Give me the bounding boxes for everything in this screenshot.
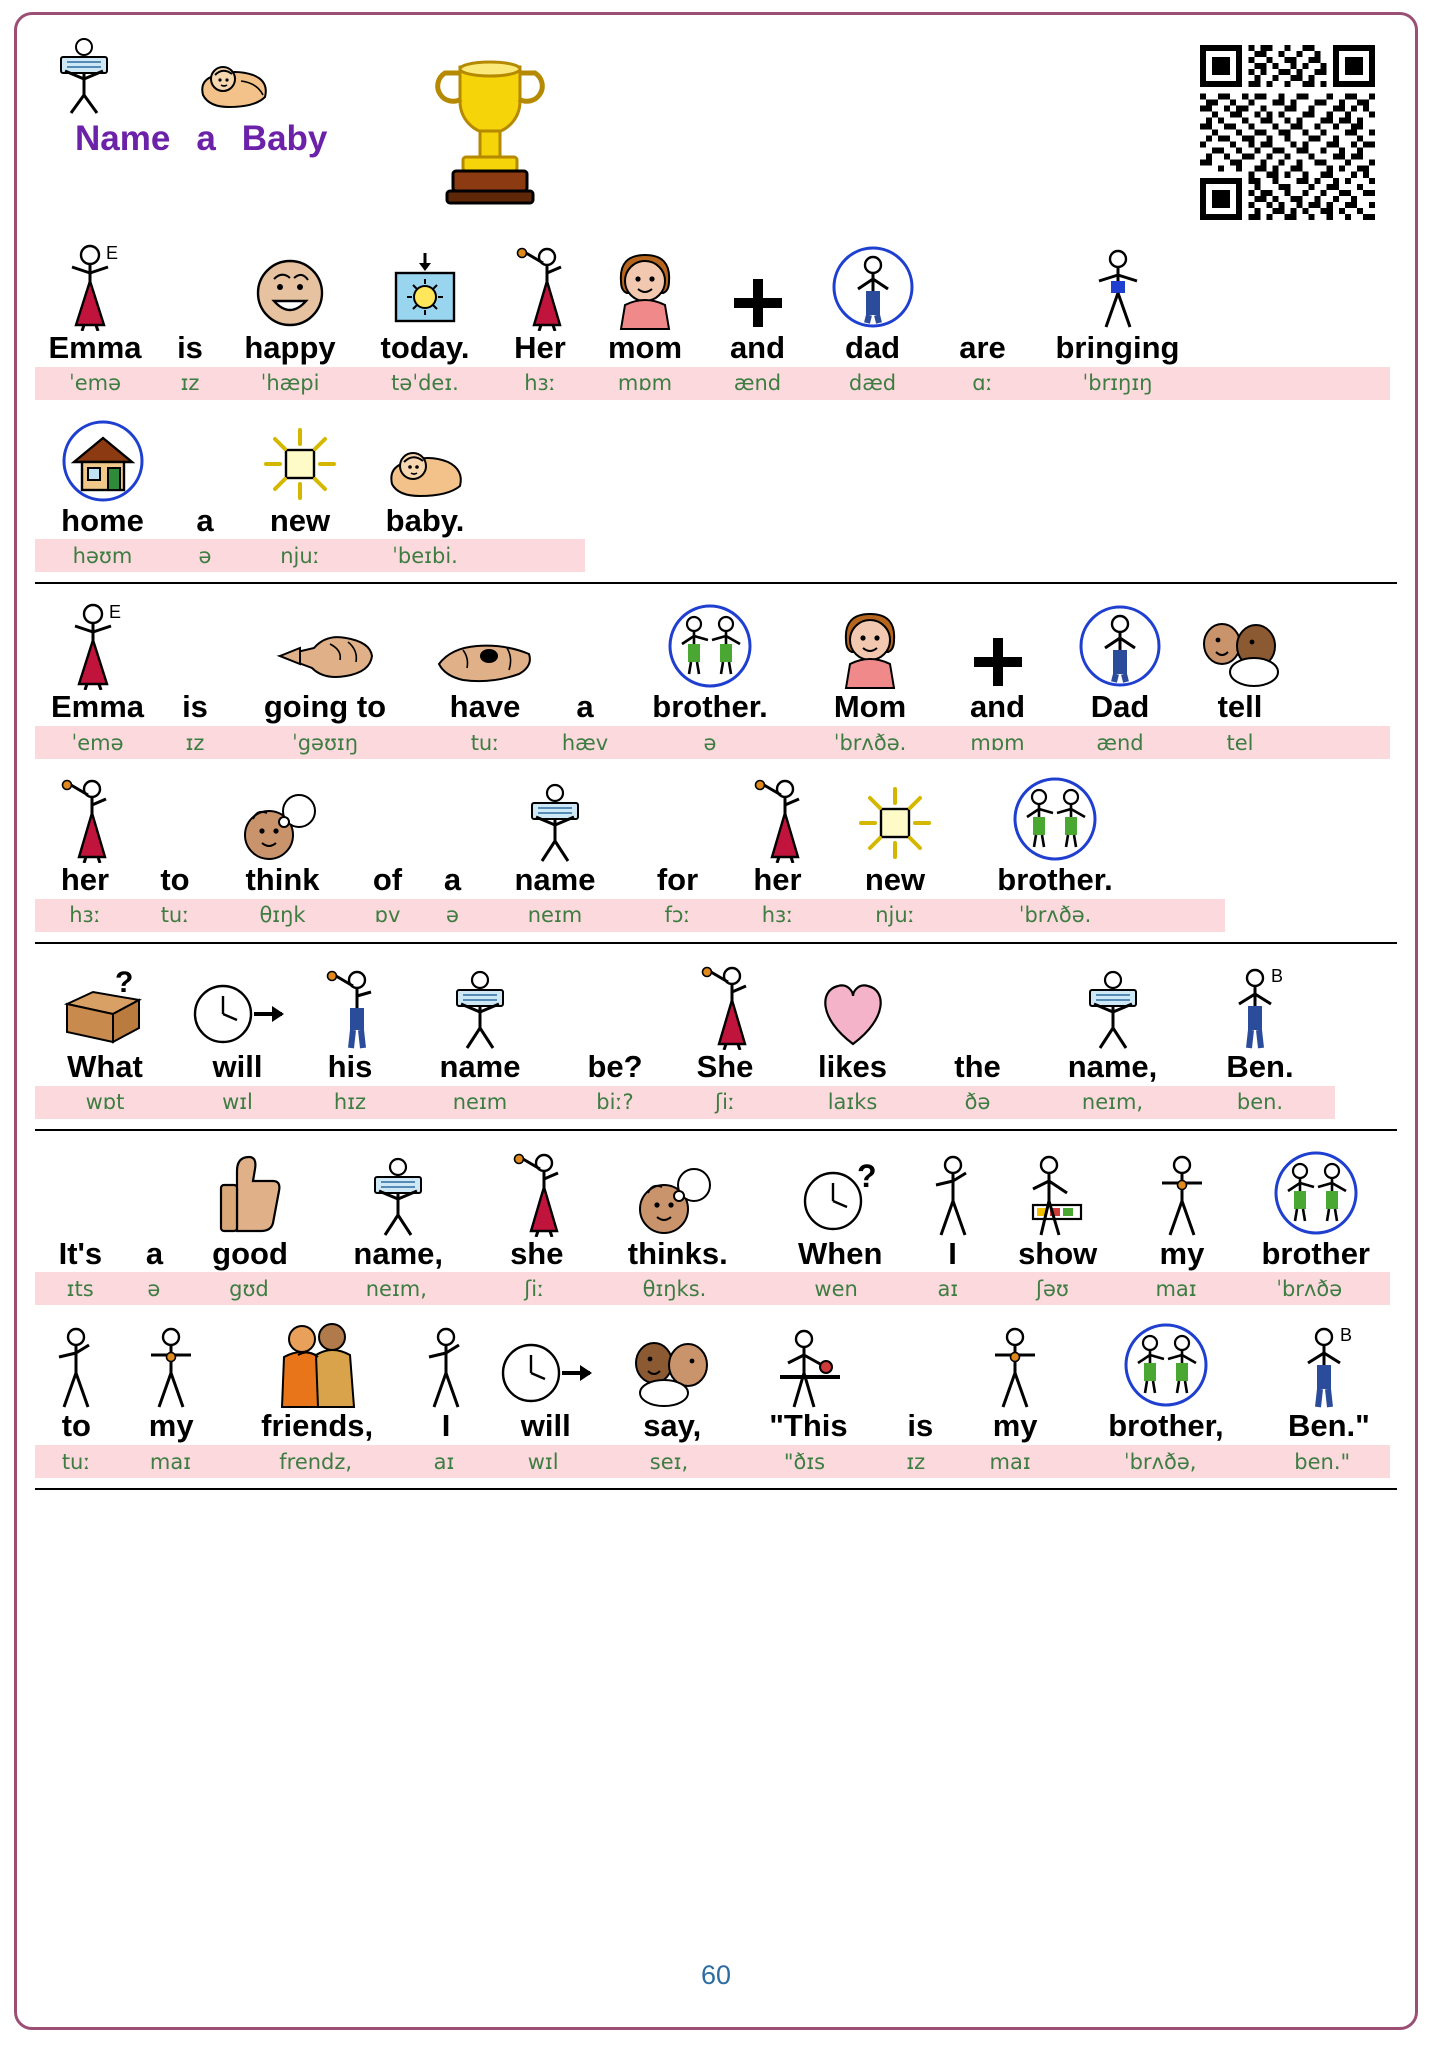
word: will <box>520 1408 571 1444</box>
phonetic: ɪz <box>180 371 200 396</box>
word: new <box>269 502 331 538</box>
svg-text:B: B <box>1271 965 1284 986</box>
word: think <box>245 862 320 898</box>
sentence-line <box>35 952 1397 1123</box>
word-cell <box>1129 1139 1234 1272</box>
word-cell <box>495 233 585 366</box>
phonetic: θɪŋks. <box>642 1276 707 1301</box>
word-cell <box>35 952 175 1085</box>
word-cell <box>175 952 300 1085</box>
word: say, <box>643 1408 702 1444</box>
my-person-icon <box>142 1311 200 1409</box>
word-cell <box>735 1311 881 1444</box>
word-cell <box>800 592 940 725</box>
word: to <box>61 1408 91 1444</box>
word-cell <box>35 406 170 539</box>
word-cell <box>126 1139 183 1272</box>
word: have <box>449 689 521 725</box>
word-cell <box>420 592 550 725</box>
phonetic: neɪm, <box>1081 1090 1144 1115</box>
word: brother <box>1261 1235 1370 1271</box>
word: I <box>948 1235 957 1271</box>
phonetic: ˈbrʌðə. <box>1018 903 1092 928</box>
word-cell <box>725 765 830 898</box>
word: Dad <box>1090 689 1150 725</box>
qr-code-icon[interactable] <box>1200 45 1375 220</box>
have-hand-icon <box>433 592 537 690</box>
word-cell <box>881 1311 959 1444</box>
title-word-1: Name <box>75 119 171 158</box>
phonetic: ə <box>446 903 459 928</box>
word: likes <box>818 1048 887 1084</box>
word-cell <box>400 952 560 1085</box>
phonetic: ˈemə <box>68 371 122 396</box>
clock-future-icon <box>496 1311 596 1409</box>
word-cell <box>230 592 420 725</box>
phonetic-row <box>35 367 1390 400</box>
phonetic: ə <box>147 1276 161 1301</box>
word-cell <box>630 765 725 898</box>
word: Ben. <box>1226 1048 1294 1084</box>
phonetic: ben. <box>1236 1090 1284 1115</box>
phonetic: wɪl <box>527 1449 559 1474</box>
title-block <box>53 35 453 159</box>
phonetic: hɜː <box>761 903 794 928</box>
phonetic: biː? <box>596 1090 634 1115</box>
title-word-3: Baby <box>241 119 328 158</box>
today-sun-window-icon <box>386 233 464 331</box>
word-cell <box>483 1311 609 1444</box>
show-person-icon <box>1019 1139 1097 1237</box>
word: brother, <box>1108 1408 1224 1444</box>
word-cell <box>1071 1311 1261 1444</box>
phonetic: ˈbrɪŋɪŋ <box>1082 371 1153 396</box>
sentence-block-2 <box>35 592 1397 935</box>
word: is <box>907 1408 934 1444</box>
trophy-icon <box>435 53 545 218</box>
phonetic-row <box>35 1086 1335 1119</box>
word: today. <box>380 330 470 365</box>
title-word-2: a <box>196 119 216 158</box>
word: name, <box>1067 1048 1158 1084</box>
phonetic: "ðɪs <box>783 1449 826 1474</box>
word: new <box>864 862 926 898</box>
new-sun-icon <box>260 406 340 504</box>
word: my <box>1159 1235 1205 1271</box>
word: "This <box>769 1408 848 1444</box>
phonetic: ɪts <box>66 1276 94 1301</box>
word-cell <box>425 765 480 898</box>
phonetic: hɜː <box>524 371 556 396</box>
word-cell <box>959 1311 1071 1444</box>
word: dad <box>844 330 901 365</box>
phonetic: ˈbeɪbi. <box>392 543 458 568</box>
phonetic: wen <box>814 1276 858 1301</box>
svg-text:?: ? <box>115 969 134 999</box>
bringing-person-icon <box>1083 233 1153 331</box>
section-divider <box>35 1129 1397 1131</box>
word: of <box>372 862 403 898</box>
phonetic: hɜː <box>69 903 101 928</box>
brother-circle-icon <box>1007 765 1103 863</box>
her-pointing-girl-icon <box>694 952 756 1050</box>
phonetic-row <box>35 726 1390 759</box>
phonetic: ʃiː <box>524 1276 545 1301</box>
word: Emma <box>48 330 142 365</box>
her-pointing-girl-icon <box>747 765 809 863</box>
page-header <box>35 25 1397 225</box>
phonetic: ʃəʊ <box>1035 1276 1069 1301</box>
phonetic: ə <box>198 543 212 568</box>
phonetic: ɒv <box>374 903 401 928</box>
sentence-line <box>35 233 1397 404</box>
word: and <box>969 689 1026 725</box>
word: my <box>148 1408 194 1444</box>
friends-icon <box>268 1311 366 1409</box>
word: a <box>145 1235 164 1271</box>
word-cell <box>240 406 360 539</box>
brother-circle-icon <box>1118 1311 1214 1409</box>
word: name <box>514 862 596 898</box>
svg-text:B: B <box>1339 1325 1352 1346</box>
plus-icon <box>730 233 786 331</box>
happy-face-icon <box>250 233 330 331</box>
i-person-icon <box>419 1311 473 1409</box>
word: name <box>439 1048 521 1084</box>
mother-icon <box>607 233 683 331</box>
word: will <box>212 1048 263 1084</box>
phonetic: dæd <box>848 371 897 396</box>
phonetic: ʃiː <box>715 1090 735 1115</box>
svg-text:?: ? <box>857 1157 877 1194</box>
phonetic: həʊm <box>72 543 133 568</box>
phonetic: gʊd <box>229 1276 269 1301</box>
phonetic: ˈbrʌðə. <box>833 730 907 755</box>
word-cell <box>160 592 230 725</box>
word-cell <box>935 233 1030 366</box>
clock-future-icon <box>188 952 288 1050</box>
word: Her <box>514 330 566 365</box>
word: her <box>60 862 110 898</box>
word-cell <box>1261 1311 1397 1444</box>
word-cell <box>620 592 800 725</box>
baby-icon <box>195 55 273 115</box>
word-cell <box>1030 233 1205 366</box>
mother-icon <box>832 592 908 690</box>
word-cell <box>155 233 225 366</box>
word: happy <box>244 330 336 365</box>
what-box-question-icon <box>57 952 153 1050</box>
her-pointing-girl-icon <box>54 765 116 863</box>
word: is <box>182 689 208 725</box>
svg-text:E: E <box>106 243 119 263</box>
word-cell <box>1185 592 1295 725</box>
plus-icon <box>970 592 1026 690</box>
sentence-line <box>35 406 1397 577</box>
sentence-line <box>35 1139 1397 1310</box>
phonetic: njuː <box>280 543 320 568</box>
word: It's <box>58 1235 103 1271</box>
say-faces-icon <box>626 1311 718 1409</box>
phonetic: ɪz <box>185 730 205 755</box>
word-cell <box>317 1139 479 1272</box>
word: going to <box>263 689 387 725</box>
word: a <box>443 862 462 898</box>
phonetic: aɪ <box>433 1449 455 1474</box>
phonetic: təˈdeɪ. <box>391 371 459 396</box>
worksheet-page <box>14 12 1418 2030</box>
word-cell <box>135 765 215 898</box>
phonetic: laɪks <box>827 1090 878 1115</box>
word-cell <box>1195 952 1325 1085</box>
word-cell <box>925 952 1030 1085</box>
word-cell <box>479 1139 594 1272</box>
word-cell <box>355 233 495 366</box>
word: show <box>1018 1235 1098 1271</box>
word: his <box>327 1048 373 1084</box>
word-cell <box>1055 592 1185 725</box>
new-sun-icon <box>855 765 935 863</box>
word-cell <box>830 765 960 898</box>
word: She <box>696 1048 754 1084</box>
phonetic: mɒm <box>617 371 673 396</box>
word: I <box>441 1408 451 1444</box>
think-face-icon <box>237 765 329 863</box>
phonetic: ɪz <box>906 1449 926 1474</box>
phonetic: ænd <box>1096 730 1144 755</box>
word-cell <box>35 233 155 366</box>
phonetic: tuː <box>160 903 190 928</box>
phonetic-row <box>35 1445 1390 1478</box>
phonetic: θɪŋk <box>259 903 306 928</box>
word: for <box>656 862 699 898</box>
word: When <box>798 1235 883 1271</box>
page-title <box>53 119 453 159</box>
phonetic: wɒt <box>85 1090 125 1115</box>
father-circle-icon <box>830 233 916 331</box>
word-cell <box>35 592 160 725</box>
phonetic: ben." <box>1294 1449 1351 1474</box>
phonetic-row <box>35 1272 1390 1305</box>
phonetic: mɒm <box>970 730 1025 755</box>
phonetic: tuː <box>470 730 500 755</box>
word: are <box>959 330 1006 365</box>
word: brother. <box>652 689 768 725</box>
word: her <box>753 862 802 898</box>
phonetic: maɪ <box>149 1449 192 1474</box>
girl-letter-e-icon <box>65 592 131 690</box>
this-pointing-icon <box>770 1311 846 1409</box>
page-number: 60 <box>700 1960 732 1990</box>
word-cell <box>550 592 620 725</box>
word: a <box>576 689 594 725</box>
word: the <box>954 1048 1001 1084</box>
word: Emma <box>50 689 145 725</box>
phonetic: wɪl <box>222 1090 253 1115</box>
word: thinks. <box>627 1235 728 1271</box>
phonetic-row <box>35 539 585 572</box>
word: my <box>992 1408 1038 1444</box>
word-cell <box>410 1311 483 1444</box>
word: What <box>67 1048 143 1084</box>
word-cell <box>350 765 425 898</box>
word-cell <box>170 406 240 539</box>
sentence-block-1 <box>35 233 1397 576</box>
phonetic: neɪm, <box>365 1276 427 1301</box>
word-cell <box>919 1139 986 1272</box>
sentence-line <box>35 592 1397 763</box>
word: and <box>729 330 786 365</box>
phonetic: ɑː <box>972 371 993 396</box>
house-circle-icon <box>60 406 146 504</box>
phonetic: njuː <box>875 903 915 928</box>
boy-letter-b-icon <box>1227 952 1293 1050</box>
when-clock-question-icon <box>795 1139 885 1237</box>
phonetic: neɪm <box>527 903 583 928</box>
name-tag-icon <box>365 1139 431 1237</box>
her-pointing-girl-icon <box>506 1139 568 1237</box>
word-cell <box>960 765 1150 898</box>
section-divider <box>35 942 1397 944</box>
pointing-hand-icon <box>270 592 380 690</box>
word: good <box>212 1235 288 1271</box>
name-tag-icon <box>53 37 115 115</box>
i-person-icon <box>926 1139 980 1237</box>
word: baby. <box>385 502 465 538</box>
word-cell <box>35 1139 126 1272</box>
my-person-icon <box>1153 1139 1211 1237</box>
boy-letter-b-icon <box>1296 1311 1362 1409</box>
section-divider <box>35 1488 1397 1490</box>
phonetic: frendz, <box>279 1449 353 1474</box>
word-cell <box>480 765 630 898</box>
sentence-line <box>35 1311 1397 1482</box>
word: Ben." <box>1287 1408 1370 1444</box>
phonetic: tel <box>1226 730 1254 755</box>
word-cell <box>585 233 705 366</box>
word-cell <box>594 1139 761 1272</box>
phonetic: seɪ, <box>649 1449 689 1474</box>
word-cell <box>1235 1139 1397 1272</box>
brother-circle-icon <box>1268 1139 1364 1237</box>
word: she <box>510 1235 564 1271</box>
phonetic: maɪ <box>1155 1276 1197 1301</box>
sentence-block-4 <box>35 1139 1397 1482</box>
sentence-line <box>35 765 1397 936</box>
word: mom <box>607 330 683 365</box>
phonetic: ænd <box>733 371 782 396</box>
word: name, <box>353 1235 443 1271</box>
word: be? <box>587 1048 643 1084</box>
her-pointing-girl-icon <box>509 233 571 331</box>
father-circle-icon <box>1077 592 1163 690</box>
word: Mom <box>833 689 907 725</box>
phonetic: ˈbrʌðə, <box>1123 1449 1197 1474</box>
word-cell <box>35 765 135 898</box>
my-person-icon <box>986 1311 1044 1409</box>
word-cell <box>225 1311 410 1444</box>
name-tag-icon <box>447 952 513 1050</box>
phonetic: ˈemə <box>71 730 124 755</box>
word-cell <box>300 952 400 1085</box>
i-person-icon <box>49 1311 103 1409</box>
name-tag-icon <box>1080 952 1146 1050</box>
word-cell <box>761 1139 919 1272</box>
word-cell <box>118 1311 225 1444</box>
word: home <box>61 502 144 538</box>
word-cell <box>215 765 350 898</box>
his-boy-icon <box>319 952 381 1050</box>
girl-letter-e-icon <box>62 233 128 331</box>
phonetic: tuː <box>61 1449 91 1474</box>
heart-icon <box>810 952 896 1050</box>
word-cell <box>35 1311 118 1444</box>
svg-text:E: E <box>108 602 121 623</box>
word: friends, <box>261 1408 374 1444</box>
word-cell <box>225 233 355 366</box>
word-cell <box>1030 952 1195 1085</box>
word: tell <box>1217 689 1263 725</box>
word-cell <box>940 592 1055 725</box>
phonetic: aɪ <box>937 1276 959 1301</box>
phonetic: maɪ <box>989 1449 1031 1474</box>
word-cell <box>670 952 780 1085</box>
phonetic-row <box>35 899 1225 932</box>
section-divider <box>35 582 1397 584</box>
word: bringing <box>1055 330 1180 365</box>
word: a <box>196 502 214 538</box>
phonetic: ˈgəʊɪŋ <box>291 730 359 755</box>
word: brother. <box>997 862 1113 898</box>
word-cell <box>810 233 935 366</box>
phonetic: ðə <box>964 1090 991 1115</box>
word: is <box>177 330 203 365</box>
word-cell <box>560 952 670 1085</box>
word-cell <box>183 1139 317 1272</box>
sentence-block-3 <box>35 952 1397 1123</box>
baby-icon <box>382 406 468 504</box>
phonetic: ə <box>703 730 717 755</box>
phonetic: hɪz <box>333 1090 367 1115</box>
phonetic: hæv <box>561 730 609 755</box>
word-cell <box>609 1311 735 1444</box>
phonetic: fɔː <box>664 903 691 928</box>
thumbs-up-icon <box>215 1139 285 1237</box>
phonetic: neɪm <box>452 1090 508 1115</box>
word-cell <box>780 952 925 1085</box>
tell-faces-icon <box>1194 592 1286 690</box>
phonetic: ˈbrʌðə <box>1276 1276 1343 1301</box>
think-face-icon <box>632 1139 724 1237</box>
word-cell <box>986 1139 1129 1272</box>
word-cell <box>360 406 490 539</box>
name-tag-icon <box>522 765 588 863</box>
phonetic: ˈhæpi <box>260 371 320 396</box>
brother-circle-icon <box>662 592 758 690</box>
word: to <box>160 862 190 898</box>
word-cell <box>705 233 810 366</box>
